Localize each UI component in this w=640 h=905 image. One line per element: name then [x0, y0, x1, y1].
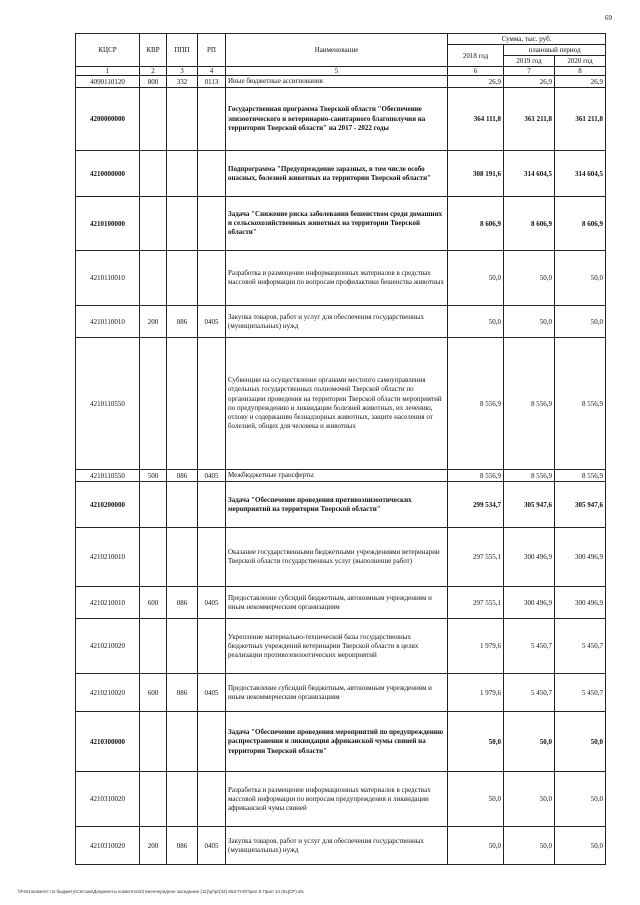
value-2018-cell: 50,0 [448, 827, 504, 865]
name-cell: Подпрограмма "Предупреждение заразных, в том числе особо опасных, болезней животных на территории Тверской области" [226, 151, 448, 197]
name-cell: Разработка и размещение информационных материалов в средствах массовой информации по вопросам предупреждения и ликвидации африканской чумы свиней [226, 772, 448, 827]
kvr-cell [140, 88, 167, 151]
value-2020-cell: 305 947,6 [555, 482, 606, 528]
kcsr-cell: 4090110120 [76, 76, 140, 88]
table-row [76, 674, 606, 712]
rp-cell [198, 772, 226, 827]
name-cell: Закупка товаров, работ и услуг для обеспечения государственных (муниципальных) нужд [226, 306, 448, 338]
value-2019-cell: 50,0 [504, 772, 555, 827]
value-2020-cell: 300 496,9 [555, 587, 606, 619]
rp-cell [198, 482, 226, 528]
header-plan-period: плановый период [504, 45, 606, 56]
ppp-cell: 086 [167, 470, 198, 482]
value-2018-cell: 50,0 [448, 712, 504, 772]
rp-cell [198, 528, 226, 587]
header-2019: 2019 год [504, 56, 555, 67]
ppp-cell [167, 619, 198, 674]
table-row [76, 76, 606, 88]
kvr-cell [140, 712, 167, 772]
kvr-cell [140, 482, 167, 528]
header-kcsr: КЦСР [76, 34, 140, 67]
table-row [76, 306, 606, 338]
kcsr-cell: 4210310020 [76, 827, 140, 865]
value-2019-cell: 361 211,8 [504, 88, 555, 151]
kvr-cell [140, 338, 167, 470]
ppp-cell [167, 338, 198, 470]
kcsr-cell: 4210110550 [76, 338, 140, 470]
ppp-cell [167, 151, 198, 197]
rp-cell [198, 251, 226, 306]
value-2019-cell: 5 450,7 [504, 619, 555, 674]
kcsr-cell: 4210110010 [76, 306, 140, 338]
table-row [76, 528, 606, 587]
value-2018-cell: 297 555,1 [448, 528, 504, 587]
value-2020-cell: 50,0 [555, 772, 606, 827]
value-2020-cell: 50,0 [555, 251, 606, 306]
kvr-cell [140, 772, 167, 827]
value-2018-cell: 50,0 [448, 772, 504, 827]
ppp-cell [167, 88, 198, 151]
name-cell: Задача "Снижение риска заболевания бешенством среди домашних и сельскохозяйственных животных на территории Тверской области" [226, 197, 448, 251]
kvr-cell: 800 [140, 76, 167, 88]
value-2019-cell: 50,0 [504, 251, 555, 306]
name-cell: Субвенции на осуществление органами местного самоуправления отдельных государственных полномочий Тверской области по организации проведения на территории Тверской области мероприятий по предупреждению и ликвидации болезней животных, их лечению, отлову и содержанию безнадзорных животных, защите населения от болезней, общих для человека и животных [226, 338, 448, 470]
ppp-cell: 332 [167, 76, 198, 88]
kvr-cell [140, 528, 167, 587]
kvr-cell: 200 [140, 306, 167, 338]
rp-cell: 0405 [198, 827, 226, 865]
value-2019-cell: 300 496,9 [504, 587, 555, 619]
value-2020-cell: 314 604,5 [555, 151, 606, 197]
header-ppp: ППП [167, 34, 198, 67]
kvr-cell: 200 [140, 827, 167, 865]
value-2018-cell: 50,0 [448, 251, 504, 306]
column-number: 8 [555, 67, 606, 76]
value-2019-cell: 5 450,7 [504, 674, 555, 712]
value-2020-cell: 50,0 [555, 306, 606, 338]
budget-table [75, 33, 606, 865]
kcsr-cell: 4210110550 [76, 470, 140, 482]
column-number-row [76, 67, 606, 76]
name-cell: Укрепление материально-технической базы государственных бюджетных учреждений ветеринарии Тверской области в целях реализации противоэпизоотических мероприятий [226, 619, 448, 674]
value-2018-cell: 299 534,7 [448, 482, 504, 528]
value-2019-cell: 50,0 [504, 306, 555, 338]
ppp-cell: 086 [167, 587, 198, 619]
ppp-cell [167, 712, 198, 772]
ppp-cell [167, 482, 198, 528]
kcsr-cell: 4210300000 [76, 712, 140, 772]
rp-cell: 0405 [198, 674, 226, 712]
value-2019-cell: 300 496,9 [504, 528, 555, 587]
value-2018-cell: 1 979,6 [448, 674, 504, 712]
value-2020-cell: 8 606,9 [555, 197, 606, 251]
rp-cell [198, 151, 226, 197]
table-row [76, 88, 606, 151]
header-sum: Сумма, тыс. руб. [448, 34, 606, 45]
rp-cell [198, 197, 226, 251]
header-rp: РП [198, 34, 226, 67]
value-2020-cell: 300 496,9 [555, 528, 606, 587]
table-row [76, 772, 606, 827]
name-cell: Оказание государственными бюджетными учреждениями ветеринарии Тверской области государственных услуг (выполнение работ) [226, 528, 448, 587]
ppp-cell [167, 251, 198, 306]
kvr-cell [140, 251, 167, 306]
value-2018-cell: 8 556,9 [448, 470, 504, 482]
ppp-cell: 086 [167, 306, 198, 338]
column-number: 3 [167, 67, 198, 76]
ppp-cell: 086 [167, 674, 198, 712]
ppp-cell [167, 528, 198, 587]
header-2020: 2020 год [555, 56, 606, 67]
table-row [76, 251, 606, 306]
value-2019-cell: 50,0 [504, 827, 555, 865]
value-2020-cell: 8 556,9 [555, 338, 606, 470]
file-path-footer: \\Fs01\комитет по бюджету\Сессии\Документы комитета\33 внеочередное заседание (11)\pr\pr(33) 653-П-6\Прил 8 Прил 14 (КЦСР).xls [18, 889, 304, 894]
value-2018-cell: 8 556,9 [448, 338, 504, 470]
value-2019-cell: 8 606,9 [504, 197, 555, 251]
table-row [76, 482, 606, 528]
kcsr-cell: 4210210010 [76, 528, 140, 587]
kvr-cell [140, 151, 167, 197]
value-2018-cell: 1 979,6 [448, 619, 504, 674]
value-2019-cell: 8 556,9 [504, 338, 555, 470]
value-2020-cell: 5 450,7 [555, 674, 606, 712]
ppp-cell [167, 772, 198, 827]
rp-cell [198, 338, 226, 470]
value-2018-cell: 26,9 [448, 76, 504, 88]
ppp-cell: 086 [167, 827, 198, 865]
value-2018-cell: 297 555,1 [448, 587, 504, 619]
rp-cell [198, 88, 226, 151]
column-number: 7 [504, 67, 555, 76]
name-cell: Разработка и размещение информационных материалов в средствах массовой информации по вопросам профилактики бешенства животных [226, 251, 448, 306]
name-cell: Задача "Обеспечение проведения мероприятий по предупреждению распространения и ликвидация африканской чумы свиней на территории Тверской области" [226, 712, 448, 772]
column-number: 5 [226, 67, 448, 76]
value-2018-cell: 50,0 [448, 306, 504, 338]
value-2019-cell: 26,9 [504, 76, 555, 88]
value-2018-cell: 364 111,8 [448, 88, 504, 151]
value-2019-cell: 50,0 [504, 712, 555, 772]
name-cell: Государственная программа Тверской области "Обеспечение эпизоотического и ветеринарно-санитарного благополучия на территории Тверской области" на 2017 - 2022 годы [226, 88, 448, 151]
kvr-cell: 600 [140, 587, 167, 619]
column-number: 2 [140, 67, 167, 76]
table-row [76, 827, 606, 865]
value-2020-cell: 50,0 [555, 712, 606, 772]
rp-cell: 0405 [198, 587, 226, 619]
table-row [76, 197, 606, 251]
name-cell: Межбюджетные трансферты [226, 470, 448, 482]
page-number: 69 [605, 14, 612, 22]
value-2019-cell: 314 604,5 [504, 151, 555, 197]
value-2020-cell: 26,9 [555, 76, 606, 88]
kcsr-cell: 4210210020 [76, 674, 140, 712]
kvr-cell [140, 619, 167, 674]
name-cell: Закупка товаров, работ и услуг для обеспечения государственных (муниципальных) нужд [226, 827, 448, 865]
ppp-cell [167, 197, 198, 251]
table-row [76, 587, 606, 619]
name-cell: Иные бюджетные ассигнования [226, 76, 448, 88]
name-cell: Предоставление субсидий бюджетным, автономным учреждениям и иным некоммерческим организациям [226, 674, 448, 712]
value-2020-cell: 8 556,9 [555, 470, 606, 482]
column-number: 6 [448, 67, 504, 76]
value-2020-cell: 50,0 [555, 827, 606, 865]
kvr-cell: 500 [140, 470, 167, 482]
kcsr-cell: 4210000000 [76, 151, 140, 197]
rp-cell: 0113 [198, 76, 226, 88]
table-row [76, 712, 606, 772]
value-2020-cell: 5 450,7 [555, 619, 606, 674]
name-cell: Задача "Обеспечение проведения противоэпизоотических мероприятий на территории Тверской области" [226, 482, 448, 528]
kcsr-cell: 4210210020 [76, 619, 140, 674]
kcsr-cell: 4210200000 [76, 482, 140, 528]
kcsr-cell: 4210310020 [76, 772, 140, 827]
kcsr-cell: 4210100000 [76, 197, 140, 251]
kcsr-cell: 4210210010 [76, 587, 140, 619]
rp-cell [198, 712, 226, 772]
value-2018-cell: 308 191,6 [448, 151, 504, 197]
table-row [76, 151, 606, 197]
rp-cell [198, 619, 226, 674]
column-number: 4 [198, 67, 226, 76]
kcsr-cell: 4200000000 [76, 88, 140, 151]
header-kvr: КВР [140, 34, 167, 67]
table-row [76, 619, 606, 674]
kcsr-cell: 4210110010 [76, 251, 140, 306]
header-name: Наименование [226, 34, 448, 67]
value-2020-cell: 361 211,8 [555, 88, 606, 151]
table-row [76, 338, 606, 470]
header-2018: 2018 год [448, 45, 504, 67]
value-2019-cell: 8 556,9 [504, 470, 555, 482]
rp-cell: 0405 [198, 470, 226, 482]
kvr-cell: 600 [140, 674, 167, 712]
table-row [76, 470, 606, 482]
column-number: 1 [76, 67, 140, 76]
kvr-cell [140, 197, 167, 251]
value-2018-cell: 8 606,9 [448, 197, 504, 251]
name-cell: Предоставление субсидий бюджетным, автономным учреждениям и иным некоммерческим организациям [226, 587, 448, 619]
value-2019-cell: 305 947,6 [504, 482, 555, 528]
rp-cell: 0405 [198, 306, 226, 338]
